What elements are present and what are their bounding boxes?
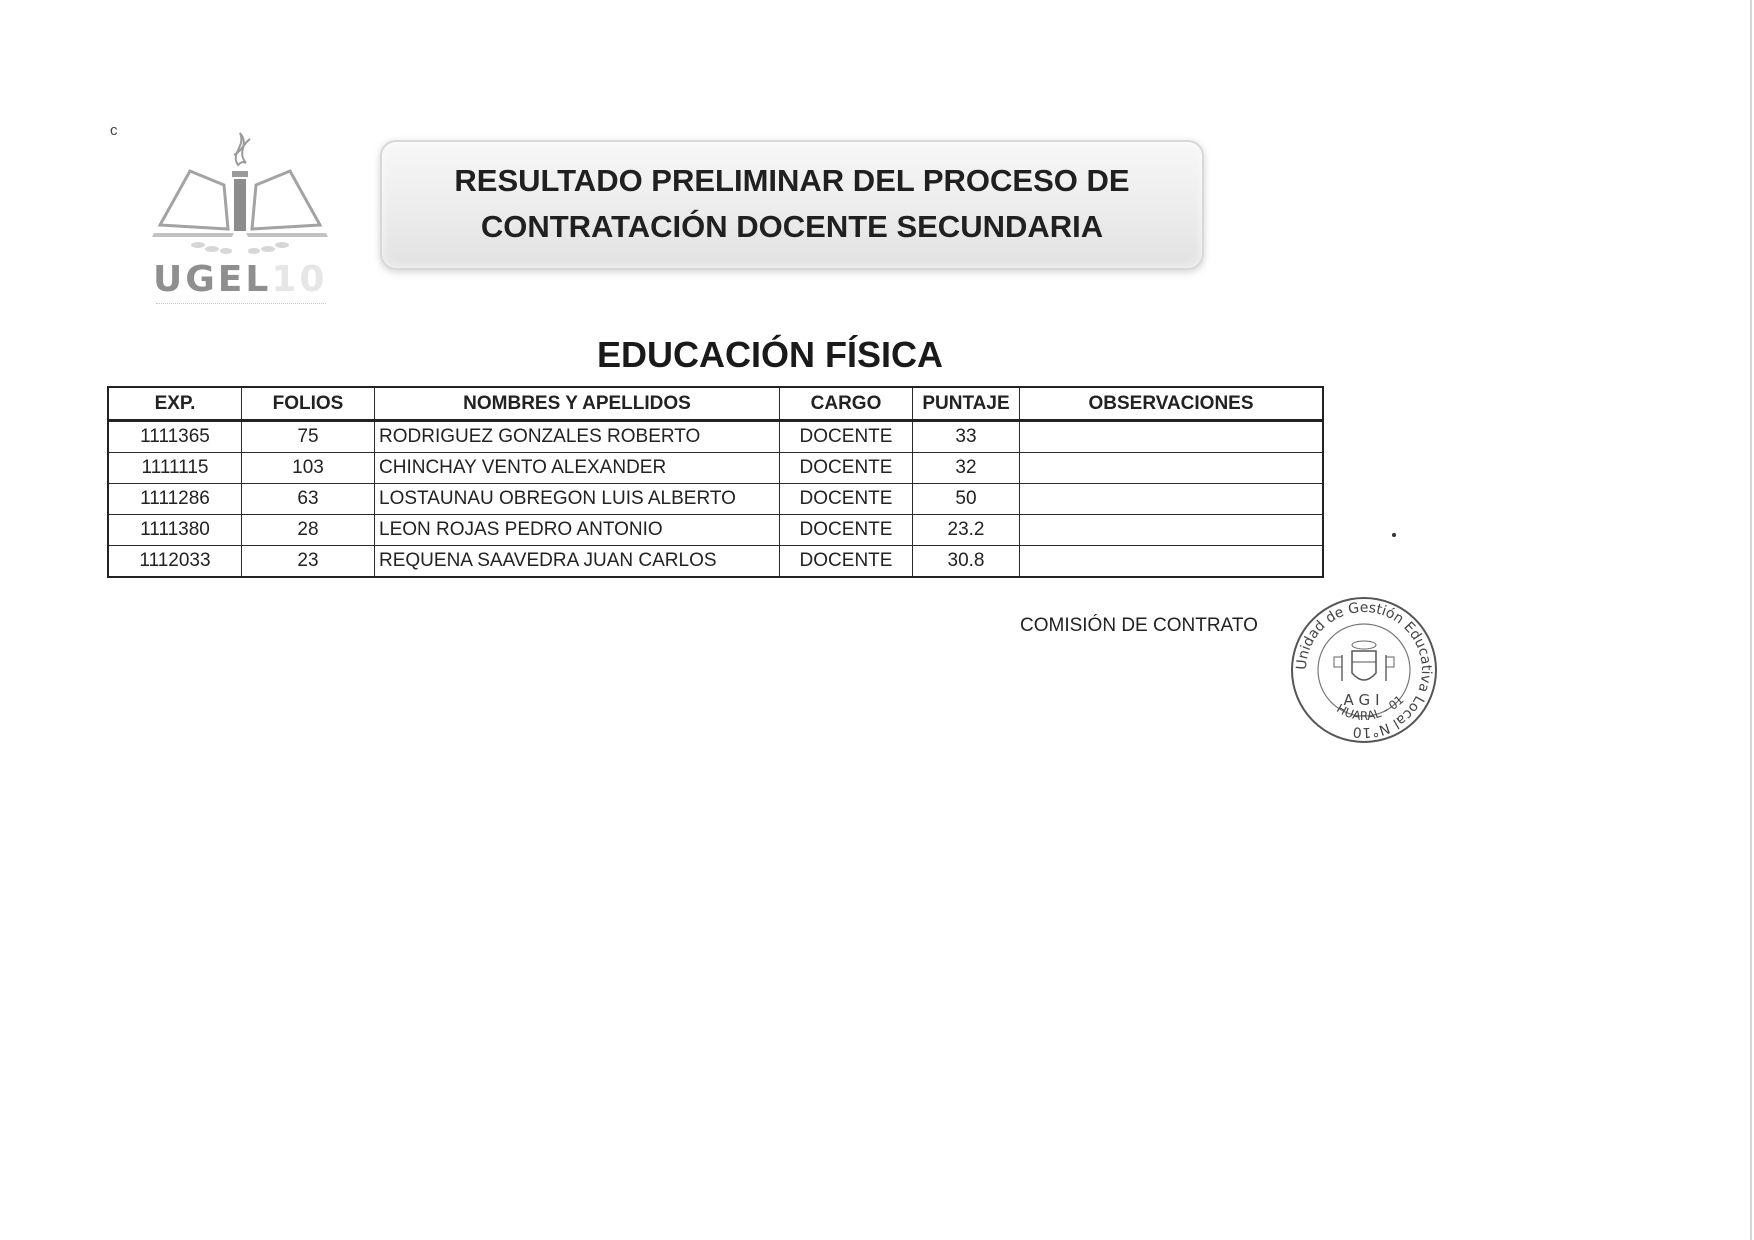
cell-exp: 1111115: [108, 453, 242, 484]
cell-observaciones: [1020, 546, 1324, 578]
cell-folios: 103: [242, 453, 375, 484]
cell-folios: 28: [242, 515, 375, 546]
corner-mark: c: [110, 122, 118, 139]
logo-number: 10: [271, 259, 328, 300]
cell-exp: 1111286: [108, 484, 242, 515]
col-header-puntaje: PUNTAJE: [913, 387, 1020, 421]
table-header-row: [108, 387, 1323, 421]
commission-label: COMISIÓN DE CONTRATO: [1020, 615, 1258, 636]
table-row: [108, 453, 1323, 484]
cell-observaciones: [1020, 453, 1324, 484]
cell-folios: 63: [242, 484, 375, 515]
cell-cargo: DOCENTE: [780, 484, 913, 515]
cell-exp: 1111380: [108, 515, 242, 546]
cell-cargo: DOCENTE: [780, 546, 913, 578]
table-row: [108, 515, 1323, 546]
seal-bottom-text: HUARAL - 01: [1334, 692, 1407, 724]
cell-cargo: DOCENTE: [780, 453, 913, 484]
cell-observaciones: [1020, 421, 1324, 453]
col-header-cargo: CARGO: [780, 387, 913, 421]
logo-letters: UGEL: [153, 259, 272, 300]
book-torch-icon: [150, 125, 330, 260]
logo-subtitle-line: [156, 303, 326, 307]
page-edge: [1750, 0, 1752, 1240]
cell-folios: 75: [242, 421, 375, 453]
table-row: [108, 546, 1323, 578]
col-header-nombres: NOMBRES Y APELLIDOS: [375, 387, 780, 421]
cell-puntaje: 50: [913, 484, 1020, 515]
cell-exp: 1112033: [108, 546, 242, 578]
cell-puntaje: 33: [913, 421, 1020, 453]
ugel-logo: [150, 125, 330, 315]
cell-exp: 1111365: [108, 421, 242, 453]
cell-puntaje: 30.8: [913, 546, 1020, 578]
cell-puntaje: 23.2: [913, 515, 1020, 546]
cell-nombre: REQUENA SAAVEDRA JUAN CARLOS: [375, 546, 780, 578]
logo-text: [153, 259, 327, 300]
cell-puntaje: 32: [913, 453, 1020, 484]
title-line-1: RESULTADO PRELIMINAR DEL PROCESO DE: [454, 163, 1130, 198]
official-seal: [1288, 595, 1440, 745]
cell-cargo: DOCENTE: [780, 421, 913, 453]
seal-center-text: AGI: [1343, 691, 1385, 709]
stray-mark: [1392, 533, 1396, 537]
table-row: [108, 421, 1323, 453]
cell-folios: 23: [242, 546, 375, 578]
cell-cargo: DOCENTE: [780, 515, 913, 546]
title-banner: [380, 140, 1204, 270]
cell-nombre: LEON ROJAS PEDRO ANTONIO: [375, 515, 780, 546]
col-header-observaciones: OBSERVACIONES: [1020, 387, 1324, 421]
cell-observaciones: [1020, 515, 1324, 546]
table-row: [108, 484, 1323, 515]
col-header-folios: FOLIOS: [242, 387, 375, 421]
col-header-exp: EXP.: [108, 387, 242, 421]
cell-nombre: RODRIGUEZ GONZALES ROBERTO: [375, 421, 780, 453]
seal-stamp-icon: [1288, 595, 1440, 745]
cell-observaciones: [1020, 484, 1324, 515]
results-table: [107, 386, 1324, 578]
section-title: EDUCACIÓN FÍSICA: [596, 334, 943, 375]
cell-nombre: LOSTAUNAU OBREGON LUIS ALBERTO: [375, 484, 780, 515]
title-line-2: CONTRATACIÓN DOCENTE SECUNDARIA: [480, 209, 1104, 244]
seal-ring-text: Unidad de Gestión Educativa Local N°10: [1293, 599, 1435, 741]
cell-nombre: CHINCHAY VENTO ALEXANDER: [375, 453, 780, 484]
